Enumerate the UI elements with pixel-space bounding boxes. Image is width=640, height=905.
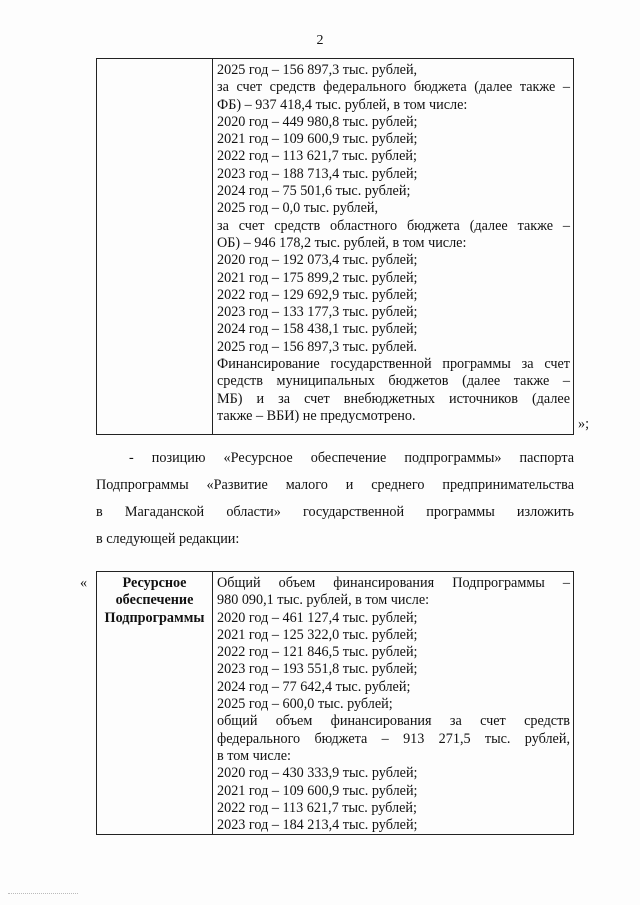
funding-line: 2022 год – 121 846,5 тыс. рублей;: [217, 644, 418, 661]
funding-line: 2022 год – 129 692,9 тыс. рублей;: [217, 286, 418, 303]
table-label-cell-empty: [97, 59, 213, 435]
funding-line: Общий объем финансирования Подпрограммы –: [217, 575, 570, 591]
funding-line: 2024 год – 75 501,6 тыс. рублей;: [217, 183, 411, 200]
funding-line: ОБ) – 946 178,2 тыс. рублей, в том числе:: [217, 234, 467, 251]
funding-line: 2025 год – 0,0 тыс. рублей,: [217, 200, 379, 217]
paragraph-line: - позицию «Ресурсное обеспечение подпрограммы» паспорта: [129, 450, 574, 466]
funding-line: 2023 год – 188 713,4 тыс. рублей;: [217, 165, 418, 182]
paragraph-line: в следующей редакции:: [96, 531, 240, 547]
funding-table-continued: [96, 58, 574, 435]
funding-line: федерального бюджета – 913 271,5 тыс. рублей,: [217, 730, 570, 747]
funding-line: Финансирование государственной программы за счет: [217, 356, 570, 373]
footer-mark: [8, 893, 78, 896]
funding-line: 2020 год – 430 333,9 тыс. рублей;: [217, 765, 418, 782]
funding-line: 2024 год – 158 438,1 тыс. рублей;: [217, 321, 418, 338]
funding-line: также – ВБИ) не предусмотрено.: [217, 407, 416, 424]
funding-line: 2024 год – 77 642,4 тыс. рублей;: [217, 678, 411, 695]
funding-line: 2025 год – 600,0 тыс. рублей;: [217, 696, 393, 713]
funding-line: ФБ) – 937 418,4 тыс. рублей, в том числе:: [217, 96, 468, 113]
funding-line: 2022 год – 113 621,7 тыс. рублей;: [217, 148, 417, 165]
funding-lines: [217, 575, 570, 834]
funding-line: 2025 год – 156 897,3 тыс. рублей.: [217, 338, 418, 355]
funding-lines: [217, 62, 570, 425]
funding-line: средств муниципальных бюджетов (далее также –: [217, 373, 570, 390]
funding-line: 2023 год – 193 551,8 тыс. рублей;: [217, 661, 418, 678]
funding-line: 2025 год – 156 897,3 тыс. рублей,: [217, 62, 418, 78]
resource-provision-label: [97, 572, 213, 835]
funding-line: общий объем финансирования за счет средств: [217, 713, 570, 730]
opening-quote: «: [80, 575, 88, 591]
funding-line: 2022 год – 113 621,7 тыс. рублей;: [217, 799, 417, 816]
funding-line: 2023 год – 133 177,3 тыс. рублей;: [217, 304, 418, 321]
page-number: 2: [316, 33, 324, 48]
funding-line: 2021 год – 109 600,9 тыс. рублей;: [217, 131, 418, 148]
table-content-cell: [213, 572, 574, 835]
closing-quote: »;: [578, 416, 590, 432]
paragraph-line: в Магаданской области» государственной программы изложить: [96, 504, 574, 520]
funding-line: 2020 год – 192 073,4 тыс. рублей;: [217, 252, 418, 269]
resource-provision-table: [96, 571, 574, 835]
funding-line: в том числе:: [217, 747, 291, 764]
funding-line: 2021 год – 125 322,0 тыс. рублей;: [217, 626, 418, 643]
funding-line: 2023 год – 184 213,4 тыс. рублей;: [217, 817, 418, 834]
funding-line: 980 090,1 тыс. рублей, в том числе:: [217, 592, 430, 609]
table-content-cell: [213, 59, 574, 435]
funding-line: 2020 год – 461 127,4 тыс. рублей;: [217, 609, 418, 626]
paragraph-line: Подпрограммы «Развитие малого и среднего предпринимательства: [96, 477, 574, 493]
funding-line: 2021 год – 175 899,2 тыс. рублей;: [217, 269, 418, 286]
funding-line: за счет средств областного бюджета (далее также –: [217, 217, 570, 234]
funding-line: 2021 год – 109 600,9 тыс. рублей;: [217, 782, 418, 799]
funding-line: МБ) и за счет внебюджетных источников (далее: [217, 390, 570, 407]
funding-line: за счет средств федерального бюджета (далее также –: [217, 79, 570, 96]
instruction-paragraph: [96, 445, 574, 553]
funding-line: 2020 год – 449 980,8 тыс. рублей;: [217, 113, 418, 130]
label-text: Ресурсное обеспечение Подпрограммы: [104, 575, 205, 626]
